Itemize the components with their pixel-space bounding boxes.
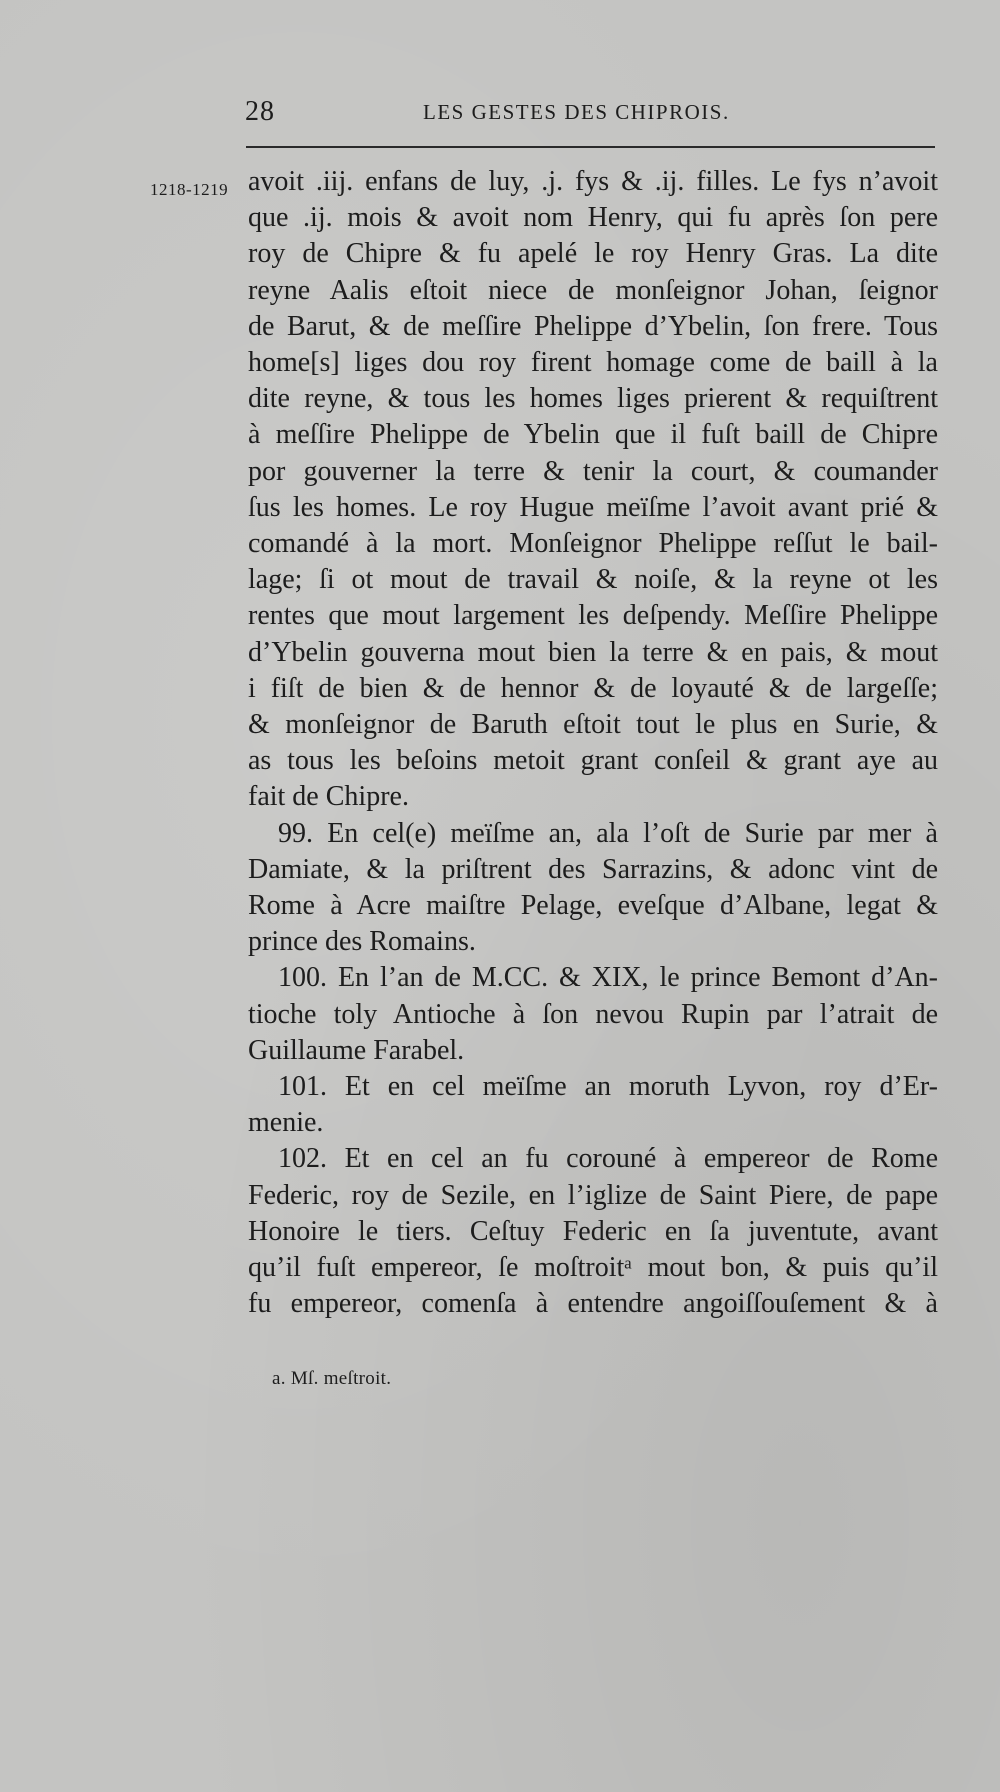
text-line: qu’il fuſt empereor, ſe moſtroitᵃ mout bon, & puis qu’il [248,1252,938,1284]
text-line: d’Ybelin gouverna mout bien la terre & en pais, & mout [248,636,938,668]
paragraph-102-line: 102. Et en cel an fu corouné à empereor de Rome [278,1143,938,1175]
body-text [248,164,938,1323]
text-line: fait de Chipre. [248,781,409,813]
text-line: lage; ſi ot mout de travail & noiſe, & la reyne ot les [248,564,938,596]
text-line: home[s] liges dou roy firent homage come de baill à la [248,347,938,379]
paragraph-101-line: 101. Et en cel meïſme an moruth Lyvon, roy d’Er- [278,1071,938,1103]
text-line: à meſſire Phelippe de Ybelin que il fuſt baill de Chipre [248,419,938,451]
text-line: Damiate, & la priſtrent des Sarrazins, & adonc vint de [248,853,938,885]
text-line: tioche toly Antioche à ſon nevou Rupin par l’atrait de [248,998,938,1030]
paragraph-99-line: 99. En cel(e) meïſme an, ala l’oſt de Surie par mer à [278,817,938,849]
page-header [245,96,935,136]
text-line: menie. [248,1107,324,1139]
text-line: dite reyne, & tous les homes liges prierent & requiſtrent [248,383,938,415]
text-line: avoit .iij. enfans de luy, .j. fys & .ij. filles. Le fys n’avoit [248,166,938,197]
text-line: prince des Romains. [248,926,476,958]
text-line: comandé à la mort. Monſeignor Phelippe reſſut le bail- [248,528,938,560]
text-line: reyne Aalis eſtoit niece de monſeignor Johan, ſeignor [248,274,938,306]
page-number: 28 [245,96,275,127]
text-line: ſus les homes. Le roy Hugue meïſme l’avoit avant prié & [248,491,938,523]
text-line: roy de Chipre & fu apelé le roy Henry Gras. La dite [248,238,938,270]
margin-date-note: 1218-1219 [150,180,229,199]
text-line: Honoire le tiers. Ceſtuy Federic en ſa juventute, avant [248,1215,938,1247]
running-title: LES GESTES DES CHIPROIS. [423,100,730,124]
text-line: Guillaume Farabel. [248,1034,465,1066]
footnote: a. Mſ. meſtroit. [272,1368,392,1389]
text-line: de Barut, & de meſſire Phelippe d’Ybelin, ſon frere. Tous [248,310,938,342]
text-line: Federic, roy de Sezile, en l’iglize de Saint Piere, de pape [248,1179,938,1211]
text-line: por gouverner la terre & tenir la court, & coumander [248,455,938,487]
text-line: fu empereor, comenſa à entendre angoiſſouſement & à [248,1288,938,1320]
text-line: que .ij. mois & avoit nom Henry, qui fu après ſon pere [248,202,938,234]
text-line: rentes que mout largement les deſpendy. Meſſire Phelippe [248,600,938,632]
text-line: as tous les beſoins metoit grant conſeil & grant aye au [248,745,938,777]
header-rule [246,146,935,148]
paragraph-100-line: 100. En l’an de M.CC. & XIX, le prince Bemont d’An- [278,962,938,994]
text-line: & monſeignor de Baruth eſtoit tout le plus en Surie, & [248,709,938,741]
text-line: i fiſt de bien & de hennor & de loyauté & de largeſſe; [248,672,938,704]
text-line: Rome à Acre maiſtre Pelage, eveſque d’Albane, legat & [248,890,938,922]
